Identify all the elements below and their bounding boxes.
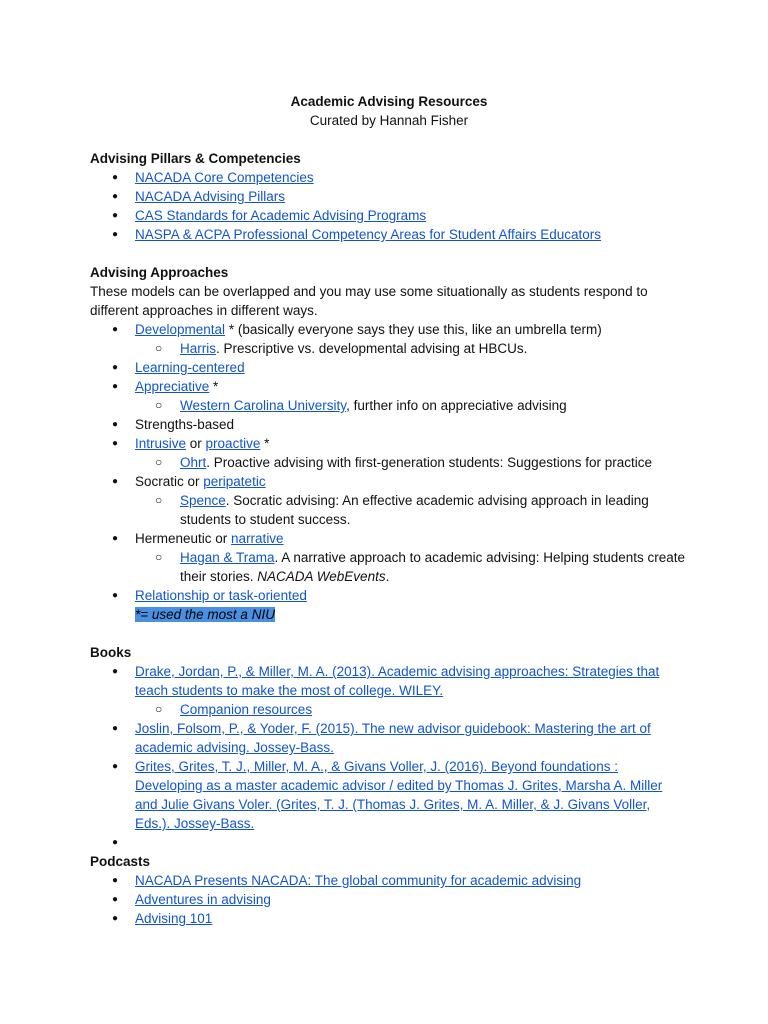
- intrusive-note: *: [260, 436, 270, 451]
- link-harris[interactable]: Harris: [180, 341, 216, 356]
- link-peripatetic[interactable]: peripatetic: [203, 474, 266, 489]
- list-item: [90, 491, 688, 529]
- list-item: [90, 377, 688, 415]
- link-hagan-trama[interactable]: Hagan & Trama: [180, 550, 275, 565]
- hermeneutic-text: Hermeneutic or: [135, 531, 232, 546]
- link-learning-centered[interactable]: Learning-centered: [135, 360, 245, 375]
- list-item: [90, 225, 688, 244]
- sublist: [135, 396, 688, 415]
- list-item: [90, 168, 688, 187]
- document-title: Academic Advising Resources: [290, 94, 488, 109]
- heading-approaches: Advising Approaches: [90, 265, 229, 280]
- list-item: [90, 548, 688, 586]
- heading-pillars: Advising Pillars & Competencies: [90, 151, 301, 166]
- link-intrusive[interactable]: Intrusive: [135, 436, 187, 451]
- link-nacada-advising-pillars[interactable]: NACADA Advising Pillars: [135, 189, 286, 204]
- sublist: [135, 339, 688, 358]
- link-nacada-presents[interactable]: NACADA Presents NACADA: The global community for academic advising: [135, 873, 582, 888]
- list-item: [90, 206, 688, 225]
- sublist: [135, 548, 688, 586]
- list-item: [90, 757, 688, 833]
- most-used-note: *= used the most a NIU: [135, 607, 275, 622]
- sublist: [135, 491, 688, 529]
- list-item: [90, 909, 688, 928]
- spacer: [90, 244, 688, 263]
- sublist: [135, 453, 688, 472]
- list-item: [90, 415, 688, 434]
- list-item-empty: [90, 833, 688, 852]
- list-item: [90, 396, 688, 415]
- list-item: [90, 453, 688, 472]
- spacer: [90, 624, 688, 643]
- list-item: [90, 320, 688, 358]
- link-narrative[interactable]: narrative: [231, 531, 284, 546]
- link-ohrt[interactable]: Ohrt: [180, 455, 207, 470]
- list-item: [90, 871, 688, 890]
- appreciative-note: *: [209, 379, 219, 394]
- link-advising-101[interactable]: Advising 101: [135, 911, 213, 926]
- link-spence[interactable]: Spence: [180, 493, 226, 508]
- link-nacada-core-competencies[interactable]: NACADA Core Competencies: [135, 170, 314, 185]
- link-proactive[interactable]: proactive: [205, 436, 261, 451]
- ohrt-text: . Proactive advising with first-generation students: Suggestions for practice: [206, 455, 652, 470]
- list-item: [90, 662, 688, 719]
- list-item: [90, 700, 688, 719]
- list-podcasts: [90, 871, 688, 928]
- list-item: [90, 586, 688, 624]
- link-book-drake[interactable]: Drake, Jordan, P., & Miller, M. A. (2013). Academic advising approaches: Strategies that teach students to make the most of college. WILEY.: [135, 664, 660, 698]
- list-item: [90, 358, 688, 377]
- link-book-grites[interactable]: Grites, Grites, T. J., Miller, M. A., & Givans Voller, J. (2016). Beyond foundations : Developing as a master academic advisor / edited by Thomas J. Grites, Marsha A. Miller and Julie Givans Voler. (Grites, T. J. (Thomas J. Grites, M. A. Miller, & J. Givans Voller, Eds.). Jossey-Bass.: [135, 759, 663, 831]
- list-pillars: [90, 168, 688, 244]
- list-item: [90, 339, 688, 358]
- approaches-intro: These models can be overlapped and you may use some situationally as students respond to different approaches in different ways.: [90, 284, 648, 318]
- list-item: [90, 719, 688, 757]
- list-item: [90, 187, 688, 206]
- western-carolina-text: , further info on appreciative advising: [346, 398, 567, 413]
- link-companion-resources[interactable]: Companion resources: [180, 702, 313, 717]
- strengths-based-text: Strengths-based: [135, 417, 235, 432]
- link-appreciative[interactable]: Appreciative: [135, 379, 210, 394]
- heading-podcasts: Podcasts: [90, 854, 151, 869]
- list-item: [90, 472, 688, 529]
- link-cas-standards[interactable]: CAS Standards for Academic Advising Programs: [135, 208, 427, 223]
- link-developmental[interactable]: Developmental: [135, 322, 226, 337]
- spence-text: . Socratic advising: An effective academic advising approach in leading students to student success.: [180, 493, 649, 527]
- or-text: or: [186, 436, 206, 451]
- link-adventures-in-advising[interactable]: Adventures in advising: [135, 892, 271, 907]
- document-subtitle: Curated by Hannah Fisher: [309, 113, 469, 128]
- list-item: [90, 434, 688, 472]
- list-item: [90, 890, 688, 909]
- link-naspa-acpa[interactable]: NASPA & ACPA Professional Competency Areas for Student Affairs Educators: [135, 227, 601, 242]
- link-book-joslin[interactable]: Joslin, Folsom, P., & Yoder, F. (2015). The new advisor guidebook: Mastering the art of academic advising. Jossey-Bass.: [135, 721, 651, 755]
- list-approaches: [90, 320, 688, 624]
- link-western-carolina[interactable]: Western Carolina University: [180, 398, 347, 413]
- link-relationship-task-oriented[interactable]: Relationship or task-oriented: [135, 588, 307, 603]
- harris-text: . Prescriptive vs. developmental advising at HBCUs.: [216, 341, 528, 356]
- socratic-text: Socratic or: [135, 474, 204, 489]
- list-item: [90, 529, 688, 586]
- developmental-note: * (basically everyone says they use this, like an umbrella term): [225, 322, 602, 337]
- heading-books: Books: [90, 645, 132, 660]
- list-books: [90, 662, 688, 852]
- sublist: [135, 700, 688, 719]
- hagan-trama-text: . A narrative approach to academic advising: Helping students create their stories.: [180, 550, 686, 584]
- nacada-webevents-text: NACADA WebEvents: [257, 569, 386, 584]
- hagan-trama-end: .: [385, 569, 390, 584]
